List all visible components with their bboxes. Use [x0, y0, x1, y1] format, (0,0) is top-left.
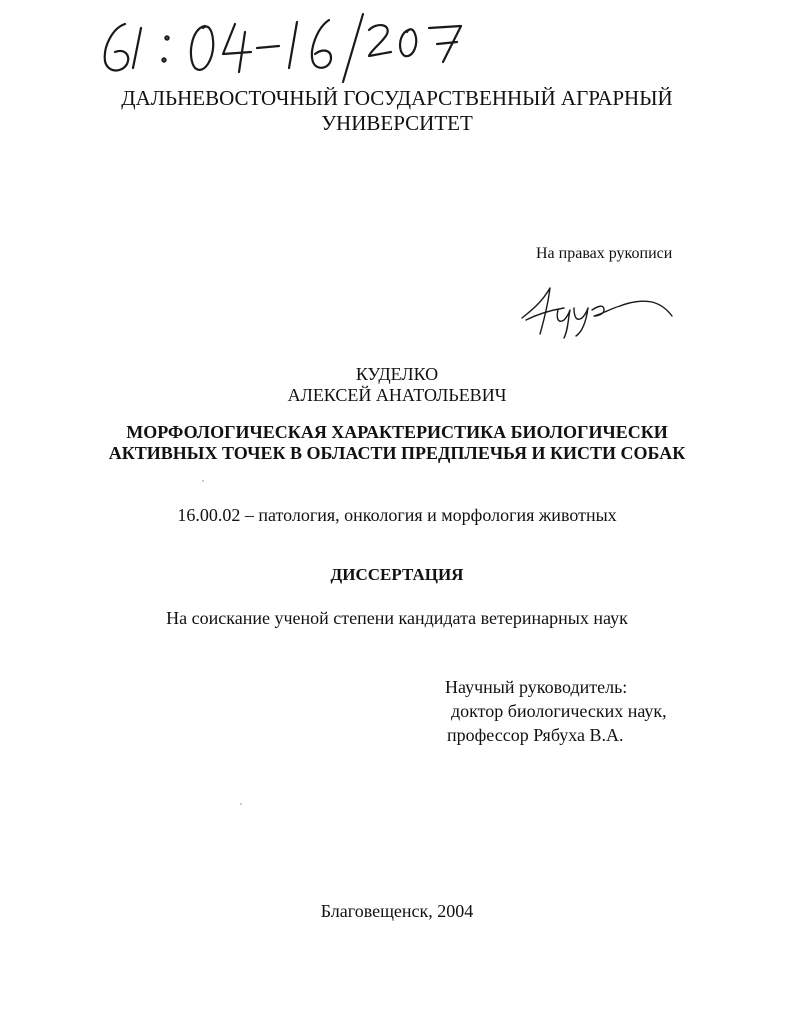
city-and-year: Благовещенск, 2004 [320, 901, 474, 921]
author-surname: КУДЕЛКО [355, 364, 439, 384]
degree-sought: На соискание ученой степени кандидата ветеринарных наук [166, 608, 628, 628]
handwritten-code-drawing [95, 6, 475, 86]
scan-speck [202, 480, 204, 482]
supervisor-name: профессор Рябуха В.А. [447, 725, 624, 745]
institution-name [0, 86, 794, 136]
author-signature [512, 280, 677, 340]
author-given-names: АЛЕКСЕЙ АНАТОЛЬЕВИЧ [287, 385, 507, 405]
signature-drawing [512, 280, 677, 340]
thesis-title-line-1: МОРФОЛОГИЧЕСКАЯ ХАРАКТЕРИСТИКА БИОЛОГИЧЕСКИ [126, 422, 668, 442]
author-block [0, 364, 794, 406]
institution-line-1: ДАЛЬНЕВОСТОЧНЫЙ ГОСУДАРСТВЕННЫЙ АГРАРНЫЙ [121, 86, 673, 110]
manuscript-rights-note: На правах рукописи [536, 245, 673, 262]
thesis-title-line-2: АКТИВНЫХ ТОЧЕК В ОБЛАСТИ ПРЕДПЛЕЧЬЯ И КИСТИ СОБАК [108, 443, 686, 463]
document-type: ДИССЕРТАЦИЯ [330, 565, 464, 584]
specialty-code: 16.00.02 – патология, онкология и морфология животных [177, 505, 617, 525]
scan-speck [240, 803, 242, 805]
institution-line-2: УНИВЕРСИТЕТ [321, 111, 473, 135]
thesis-title [0, 422, 794, 464]
supervisor-degree: доктор биологических наук, [451, 701, 667, 721]
supervisor-label: Научный руководитель: [445, 677, 628, 697]
supervisor-block [445, 675, 667, 747]
handwritten-archive-code [95, 6, 475, 86]
